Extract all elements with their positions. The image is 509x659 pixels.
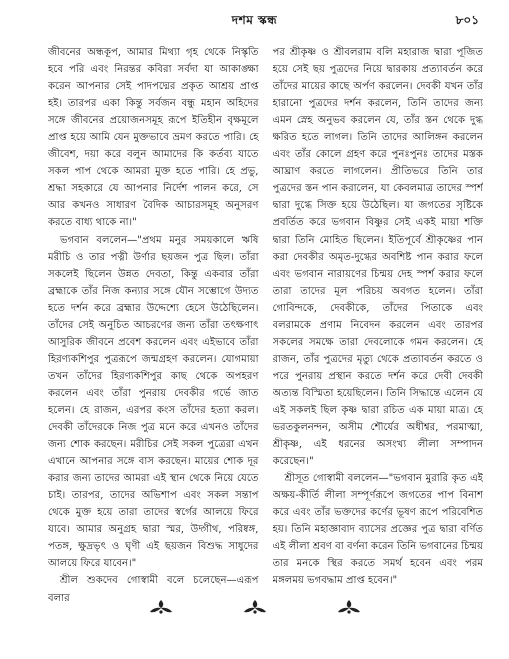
paragraph: পর শ্রীকৃষ্ণ ও শ্রীবলরাম বলি মহারাজ দ্বারা পূজিত হয়ে সেই ছয় পুত্রদের নিয়ে দ্বারকায় প্রত্যাবর্তন করে তাঁদের মায়ের কাছে অর্পণ করলেন। দেবকী যখন তাঁর হারানো পুত্রদের দর্শন করলেন, তিনি তাদের জন্য এমন স্নেহ অনুভব করলেন যে, তাঁর স্তন থেকে দুগ্ধ ক্ষরিত হতে লাগল। তিনি তাদের আলিঙ্গন করলেন এবং তাঁর কোলে গ্রহণ করে পুনঃপুনঃ তাদের মস্তক আঘ্রাণ করতে লাগলেন। প্রীতিভরে তিনি তার পুত্রদের স্তন পান করালেন, যা কেবলমাত্র তাদের স্পর্শ দ্বারা দুগ্ধে সিক্ত হয়ে উঠেছিল। যা জগতের সৃষ্টিকে প্রবর্তিত করে ভগবান বিষ্ণুর সেই একই মায়া শক্তি দ্বারা তিনি মোহিত ছিলেন। ইতিপূর্বে শ্রীকৃষ্ণের পান করা দেবকীর অমৃত-দুগ্ধের অবশিষ্ট পান করার ফলে এবং ভগবান নারায়ণের চিন্ময় দেহ স্পর্শ করার ফলে তারা তাদের মূল পরিচয় অবগত হলেন। তাঁরা গোবিন্দকে, দেবকীকে, তাঁদের পিতাকে এবং বলরামকে প্রণাম নিবেদন করলেন এবং তারপর সকলের সমক্ষে তারা দেবলোকে গমন করলেন। হে রাজন, তাঁর পুত্রদের মৃত্যু থেকে প্রত্যাবর্তন করতে ও পরে পুনরায় প্রস্থান করতে দর্শন করে দেবী দেবকী অত্যন্ত বিস্মিতা হয়েছিলেন। তিনি সিদ্ধান্তে এলেন যে এই সকলই ছিল কৃষ্ণ দ্বারা রচিত এক মায়া মাত্র। হে ভরতকুলনন্দন, অসীম শৌর্যের অধীশ্বর, পরমাত্মা, শ্রীকৃষ্ণ, এই ধরনের অসংখ্য লীলা সম্পাদন করেছেন।"	[272, 47, 483, 468]
left-column	[48, 44, 259, 607]
floral-ornament-icon	[335, 598, 363, 616]
paragraph: ভগবান বললেন—"প্রথম মনুর সময়কালে ঋষি মরীচি ও তার পত্নী উর্ণার ছয়জন পুত্র ছিল। তাঁরা সকলেই ছিলেন উন্নত দেবতা, কিন্তু একবার তাঁরা ব্রহ্মাকে তাঁর নিজ কন্যার সঙ্গে যৌন সম্ভোগে উদ্যত হতে দর্শন করে ব্রহ্মার উদ্দেশ্যে হেসে উঠেছিলেন। তাঁদের সেই অনুচিত আচরণের জন্য তাঁরা তৎক্ষণাৎ আসুরিক জীবনে প্রবেশ করলেন এবং এইভাবে তাঁরা হিরণ্যকশিপুর পুত্ররূপে জন্মগ্রহণ করলেন। যোগমায়া তখন তাঁদের হিরণ্যকশিপুর কাছ থেকে অপহরণ করলেন এবং তাঁরা পুনরায় দেবকীর গর্ভে জাত হলেন। হে রাজন, এরপর কংস তাঁদের হত্যা করল। দেবকী তাঁদেরকে নিজ পুত্র মনে করে এখনও তাঁদের জন্য শোক করছেন। মরীচির সেই সকল পুত্রেরা এখন এখানে আপনার সঙ্গে বাস করছেন। মায়ের শোক দূর করার জন্য তাদের আমরা এই স্থান থেকে নিয়ে যেতে চাই। তারপর, তাদের অভিশাপ এবং সকল সন্তাপ থেকে মুক্ত হয়ে তারা তাদের স্বর্গের আলয়ে ফিরে যাবে। আমার অনুগ্রহ দ্বারা স্মর, উদ্গীথ, পরিষ্বঙ্গ, পতঙ্গ, ক্ষুদ্রভৃৎ ও ঘৃণী এই ছয়জন বিশুদ্ধ সাধুদের আলয়ে ফিরে যাবেন।"	[48, 234, 259, 570]
paragraph: জীবনের অন্ধকূপ, আমার মিথ্যা গৃহ থেকে নিস্কৃতি হবে পরি এবং নিরন্তর কবিরা সর্বদা যা আকাঙ্ক্ষা করেন আপনার সেই পাদপদ্মের প্রকৃত আশ্রয় প্রাপ্ত হই। তারপর একা কিন্তু সর্বজন বন্ধু মহান অহিদের সঙ্গে জীবনের প্রয়োজনসমূহ রূপে ইতিহীন বৃক্ষমূলে প্রাপ্ত হয়ে আমি যেন মুক্তভাবে ভ্রমণ করতে পারি। হে জীবেশ, দয়া করে বলুন আমাদের কি কর্তব্য যাতে সকল পাপ থেকে আমরা মুক্ত হতে পারি। হে প্রভু, শ্রদ্ধা সহকারে যে আপনার নির্দেশ পালন করে, সে আর কখনও সাধারণ বৈদিক আচারসমূহ অনুসরণ করতে বাধ্য থাকে না।"	[48, 47, 259, 229]
paragraph: শ্রীসূত গোস্বামী বললেন—"ভগবান মুরারি কৃত এই অক্ষয়-কীর্তি লীলা সম্পূর্ণরূপে জগতের পাপ বিনাশ করে এবং তাঁর ভক্তদের কর্ণের ভূষণ রূপে পরিবেশিত হয়। তিনি মহাজ্ঞাবাদ ব্যাসের প্রজ্ঞের পুত্র দ্বারা বর্ণিত এই লীলা শ্রবণ বা বর্ণনা করেন তিনি ভগবানের চিন্ময় তার মনকে স্থির করতে সমর্থ হবেন এবং পরম মঙ্গলময় ভগবদ্ধাম প্রাপ্ত হবেন।"	[272, 473, 483, 587]
text-columns	[48, 44, 483, 607]
paragraph: শ্রীল শুকদেব গোস্বামী বলে চলেছেন—এরূপ বলার	[48, 575, 259, 604]
floral-ornament-icon	[147, 598, 175, 616]
section-end-ornaments	[0, 598, 509, 616]
floral-ornament-icon	[241, 598, 269, 616]
page-number: ৮০১	[455, 13, 479, 27]
running-head: দশম স্কন্ধ	[231, 13, 278, 27]
page-header	[0, 12, 509, 32]
right-column	[273, 44, 484, 607]
